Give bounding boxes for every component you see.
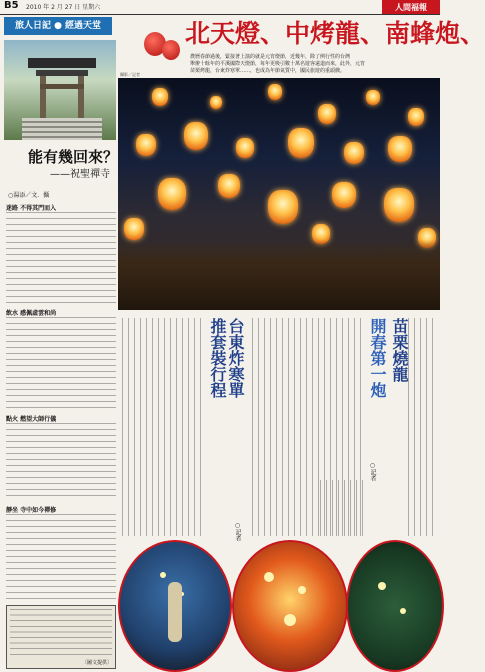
performer-photo xyxy=(118,540,232,672)
left-subheading-1: 迷路 不得其門而入 xyxy=(6,205,57,212)
left-subheading-3: 點火 燃望大師行儀 xyxy=(6,416,57,423)
section-label: 旅人日記 ● 經過天堂 xyxy=(4,17,112,35)
article-taitung-body-2 xyxy=(122,318,202,536)
left-subheading-2: 飲水 感佩虛雲和尚 xyxy=(6,310,57,317)
left-body-3 xyxy=(6,423,116,501)
article-miaoli-subhead: 開春第一炮 xyxy=(368,318,387,398)
article-miaoli-headline: 苗栗燒龍 xyxy=(390,318,409,382)
main-headline: 北天燈、中烤龍、南蜂炮、 xyxy=(185,19,485,48)
article-taitung-author: ○記者 xyxy=(234,522,241,541)
dragon-burning-photo xyxy=(346,540,444,672)
sky-lantern-photo xyxy=(118,78,440,310)
main-intro: 農曆春節過後，緊接著上演的就是元宵燈節，近幾年，除了例行性的台灣 舉辦十餘年的平溪國際天燈節，每年更吸引數十萬名遊客遠道而來，此外，元宵 苗栗烤龍，台東炸寒單……，也成為年節氣質中，國民旅遊的重頭戲。 xyxy=(190,54,366,74)
masthead-logo: 人間福報 xyxy=(382,0,440,14)
red-lantern-decoration xyxy=(140,24,184,68)
left-headline: 能有幾回來？ xyxy=(28,148,119,166)
left-body-2 xyxy=(6,317,116,409)
page-number: B5 xyxy=(4,0,19,11)
left-info-box xyxy=(6,605,116,669)
box-credit: 〔圖文提供〕 xyxy=(81,660,112,666)
left-body-1 xyxy=(6,212,116,304)
article-miaoli-body-2 xyxy=(320,480,366,536)
article-taitung-subhead: 推套裝行程 xyxy=(208,318,227,398)
left-byline: ○湯添／文．攝 xyxy=(8,192,50,199)
article-miaoli-author: ○記者 xyxy=(369,462,376,481)
stone-stairs xyxy=(22,118,102,140)
left-subhead: ——祝聖禪寺 xyxy=(50,169,110,180)
issue-date: 2010 年 2 月 27 日 星期六 xyxy=(26,4,101,11)
article-miaoli-body xyxy=(408,318,438,536)
page-header xyxy=(0,0,440,15)
crowd-silhouette xyxy=(118,240,440,310)
left-info-box-lines xyxy=(10,609,112,659)
main-photo-credit: 攝影／記者 xyxy=(120,72,140,77)
article-taitung-headline: 台東炸寒單 xyxy=(226,318,245,398)
firecracker-photo xyxy=(232,540,348,672)
left-body-4 xyxy=(6,514,116,600)
temple-gate-photo xyxy=(4,40,116,140)
left-subheading-4: 靜坐 寺中如今禪修 xyxy=(6,507,57,514)
